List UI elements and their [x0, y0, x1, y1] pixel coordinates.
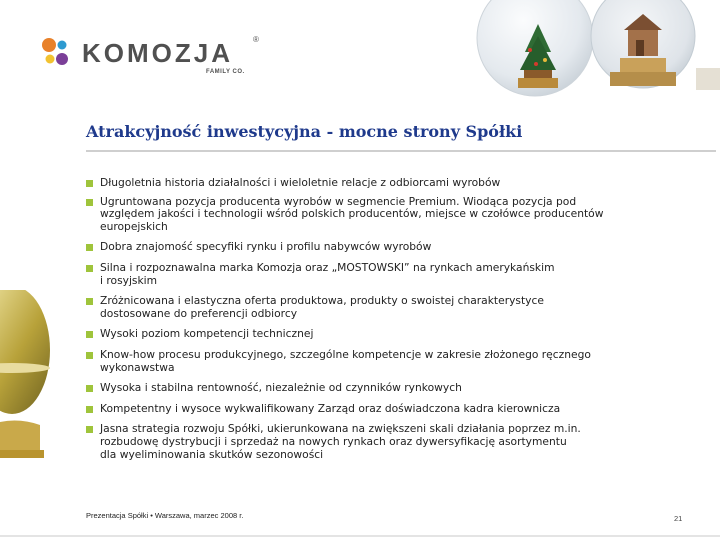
logo-subtitle: FAMILY CO. [206, 69, 245, 75]
bullet-line: i rosyjskim [100, 273, 158, 287]
list-item [86, 423, 686, 461]
bullet-line: Wysoka i stabilna rentowność, niezależnie od czynników rynkowych [100, 381, 462, 395]
faberge-egg-photo [0, 290, 50, 460]
bullet-line: europejskich [100, 219, 168, 233]
bullet-line: Ugruntowana pozycja producenta wyrobów w segmencie Premium. Wiodąca pozycja pod [100, 194, 577, 208]
komozja-logo [40, 33, 270, 83]
bullet-line: względem jakości i technologii wśród polskich producentów, miejsce w czołówce producentów [100, 207, 604, 221]
logo-registered-mark: ® [253, 35, 259, 44]
bullet-square-icon [86, 426, 93, 433]
bullet-line: Wysoki poziom kompetencji technicznej [100, 327, 314, 341]
bottom-divider [0, 535, 720, 537]
logo-wordmark: KOMOZJA [82, 38, 233, 68]
footer-text: Prezentacja Spółki • Warszawa, marzec 2008 r. [86, 511, 244, 520]
bullet-square-icon [86, 244, 93, 251]
bullet-square-icon [86, 298, 93, 305]
bullet-line: Kompetentny i wysoce wykwalifikowany Zarząd oraz doświadczona kadra kierownicza [100, 401, 561, 415]
bullet-line: Jasna strategia rozwoju Spółki, ukierunkowana na zwiększeni skali działania poprzez m.in. [100, 422, 581, 436]
bullet-square-icon [86, 385, 93, 392]
bullet-line: Silna i rozpoznawalna marka Komozja oraz „MOSTOWSKI” na rynkach amerykańskim [100, 260, 555, 274]
title-divider [86, 150, 716, 152]
page-number: 21 [674, 514, 683, 523]
list-item [86, 349, 686, 374]
snow-globes-photo [460, 0, 720, 100]
list-item [86, 295, 686, 320]
bullet-line: wykonawstwa [100, 360, 175, 374]
bullet-square-icon [86, 180, 93, 187]
list-item [86, 177, 686, 190]
bullet-square-icon [86, 265, 93, 272]
bullet-line: rozbudowę dystrybucji i sprzedaż na nowych rynkach oraz dywersyfikację asortymentu [100, 434, 567, 448]
strengths-list [86, 177, 686, 461]
bullet-square-icon [86, 199, 93, 206]
bullet-line: Know-how procesu produkcyjnego, szczególne kompetencje w zakresie złożonego ręcznego [100, 347, 591, 361]
bullet-square-icon [86, 352, 93, 359]
bullet-square-icon [86, 406, 93, 413]
list-item [86, 262, 686, 287]
bullet-line: Dobra znajomość specyfiki rynku i profilu nabywców wyrobów [100, 240, 432, 254]
bullet-line: dostosowane do preferencji odbiorcy [100, 306, 298, 320]
bullet-line: Zróżnicowana i elastyczna oferta produktowa, produkty o swoistej charakterystyce [100, 294, 544, 308]
list-item [86, 241, 686, 254]
list-item [86, 382, 686, 395]
list-item [86, 328, 686, 341]
logo-dots-icon [40, 36, 80, 74]
bullet-line: Długoletnia historia działalności i wieloletnie relacje z odbiorcami wyrobów [100, 176, 501, 189]
slide-title: Atrakcyjność inwestycyjna - mocne strony Spółki [86, 122, 523, 141]
list-item [86, 196, 686, 234]
bullet-line: dla wyeliminowania skutków sezonowości [100, 447, 324, 461]
list-item [86, 403, 686, 416]
bullet-square-icon [86, 331, 93, 338]
